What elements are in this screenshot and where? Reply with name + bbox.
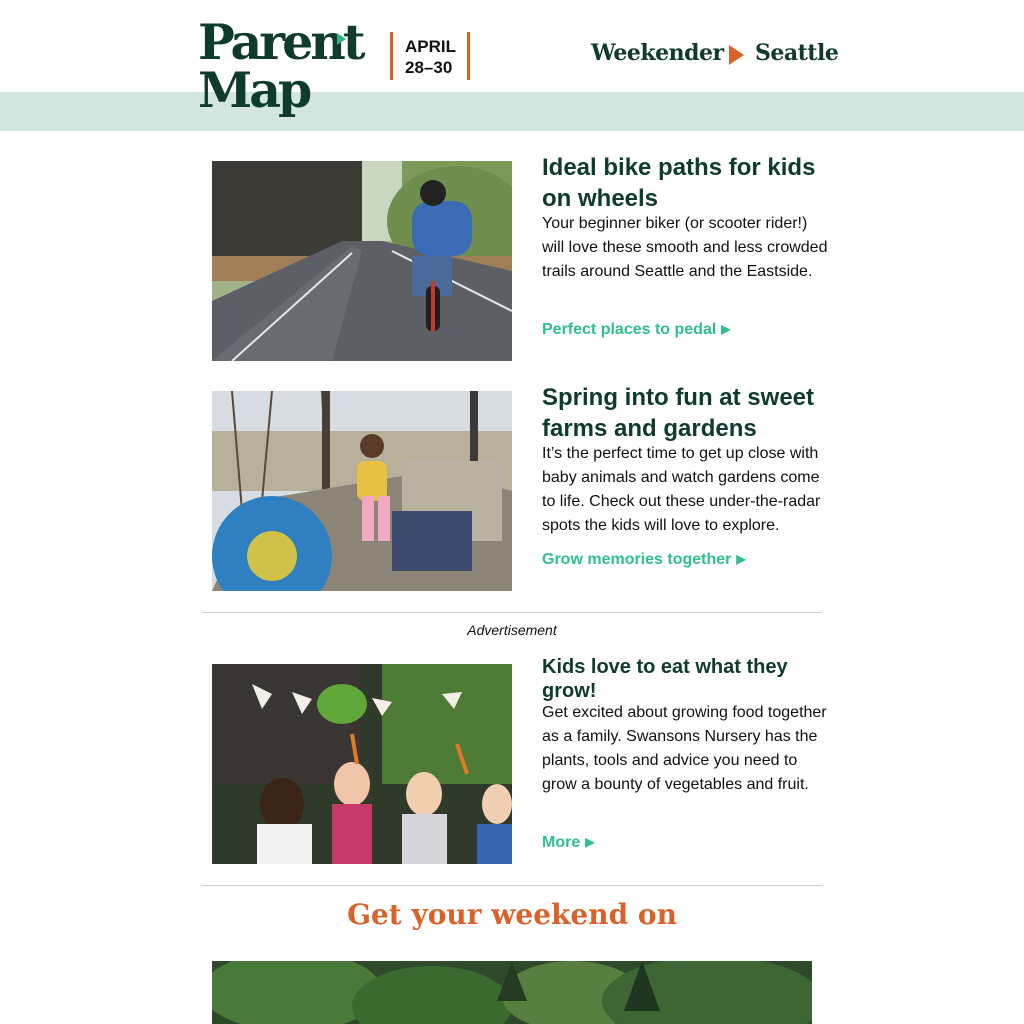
weekend-image xyxy=(212,961,812,1024)
advertisement-label: Advertisement xyxy=(467,622,557,638)
farm-tractor-photo[interactable] xyxy=(212,391,512,591)
bike-path-photo[interactable] xyxy=(212,161,512,361)
cta-label: Perfect places to pedal xyxy=(542,321,717,338)
ad-body: Get excited about growing food together as a family. Swansons Nursery has the plants, tools and advice you need to grow a bounty of vegetables and fruit. xyxy=(542,704,827,793)
bike-path-image xyxy=(212,161,512,361)
date-month: APRIL xyxy=(405,37,456,56)
arrow-right-icon: ▶ xyxy=(736,552,746,566)
parentmap-logo[interactable] xyxy=(198,13,363,122)
kids-carrots-image xyxy=(212,664,512,864)
cta-label: Grow memories together xyxy=(542,551,732,568)
date-range: 28–30 xyxy=(405,58,453,77)
play-triangle-icon xyxy=(729,45,744,65)
cta-label: More xyxy=(542,834,581,851)
arrow-right-icon: ▶ xyxy=(585,835,595,849)
date-badge xyxy=(390,32,470,80)
edition-name: Weekender xyxy=(591,40,724,66)
kids-carrots-photo[interactable] xyxy=(212,664,512,864)
ad-title[interactable]: Kids love to eat what they grow! xyxy=(542,656,788,702)
section-title: Get your weekend on xyxy=(347,898,677,931)
article-title-bike-paths[interactable]: Ideal bike paths for kids on wheels xyxy=(542,154,816,212)
logo-triangle-icon xyxy=(337,33,346,45)
cta-perfect-places[interactable] xyxy=(542,321,731,339)
logo-word-parent: Parent xyxy=(198,13,363,71)
article-title-farms[interactable]: Spring into fun at sweet farms and gardens xyxy=(542,384,815,442)
article-body-farms: It’s the perfect time to get up close with baby animals and watch gardens come to life. Check out these under-the-radar spots the kids will love to explore. xyxy=(542,445,821,534)
cta-grow-memories[interactable] xyxy=(542,551,746,569)
edition-city: Seattle xyxy=(755,40,839,66)
cta-more[interactable] xyxy=(542,834,594,852)
article-body-bike-paths: Your beginner biker (or scooter rider!) will love these smooth and less crowded trails around Seattle and the Eastside. xyxy=(542,215,828,280)
header-band xyxy=(0,92,1024,131)
logo-word-map: Map xyxy=(198,61,310,119)
divider xyxy=(202,885,822,886)
weekend-photo[interactable] xyxy=(212,961,812,1024)
farm-tractor-image xyxy=(212,391,512,591)
divider xyxy=(202,612,822,613)
arrow-right-icon: ▶ xyxy=(721,322,731,336)
